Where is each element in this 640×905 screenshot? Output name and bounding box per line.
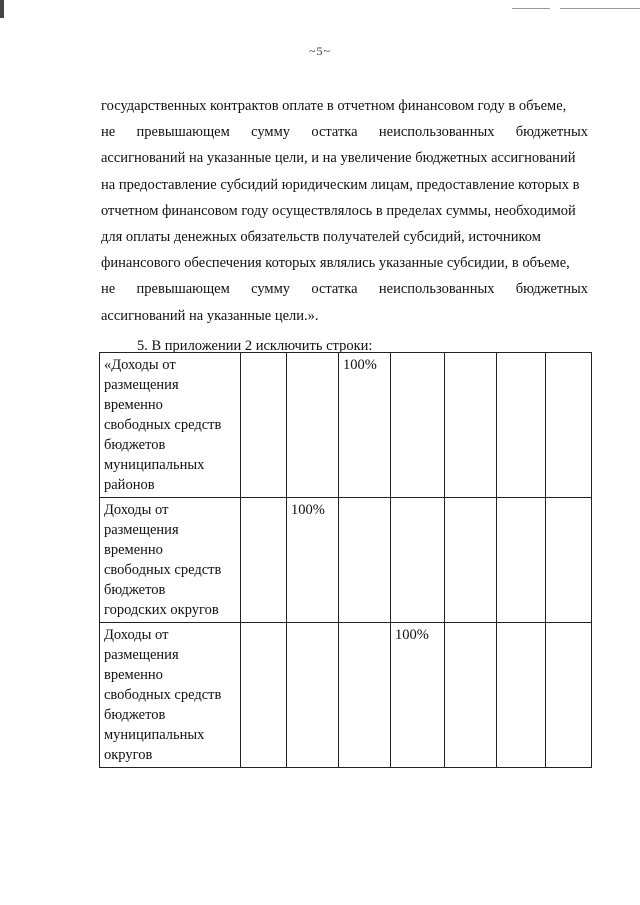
scan-line-mark — [560, 8, 640, 9]
label-line: муниципальных — [104, 727, 205, 743]
table-cell: 100% — [287, 498, 339, 623]
instruction-line: 5. В приложении 2 исключить строки: — [137, 337, 373, 354]
table-cell — [339, 498, 391, 623]
scan-edge-mark — [0, 0, 4, 18]
table-cell — [339, 623, 391, 768]
table-cell — [546, 498, 592, 623]
paragraph-line: отчетном финансовом году осуществлялось в пределах суммы, необходимой — [101, 202, 576, 219]
word: превышающем — [136, 124, 230, 141]
table-cell: 100% — [391, 623, 445, 768]
label-line: Доходы от — [104, 502, 169, 518]
paragraph-line: финансового обеспечения которых являлись указанные субсидии, в объеме, — [101, 255, 570, 272]
table-row — [100, 498, 592, 623]
paragraph-line: для оплаты денежных обязательств получателей субсидий, источником — [101, 229, 541, 246]
table-cell — [445, 498, 497, 623]
word: превышающем — [136, 281, 230, 298]
table-cell — [287, 353, 339, 498]
word: не — [101, 281, 116, 298]
paragraph — [101, 93, 588, 359]
row-label-cell — [100, 353, 241, 498]
word: остатка — [311, 281, 358, 298]
word: не — [101, 124, 116, 141]
word: бюджетных — [515, 281, 588, 298]
table-cell — [546, 623, 592, 768]
word: остатка — [311, 124, 358, 141]
label-line: «Доходы от — [104, 357, 176, 373]
page-number: ~5~ — [309, 44, 331, 58]
word: сумму — [251, 124, 291, 141]
paragraph-line: ассигнований на указанные цели.». — [101, 307, 319, 324]
table-cell — [546, 353, 592, 498]
row-label-cell — [100, 623, 241, 768]
paragraph-line-justified — [101, 119, 588, 145]
word: неиспользованных — [378, 281, 495, 298]
label-line: временно — [104, 667, 163, 683]
table-cell — [497, 498, 546, 623]
label-line: городских округов — [104, 602, 219, 618]
label-line: размещения — [104, 647, 179, 663]
label-line: свободных средств — [104, 417, 222, 433]
table-cell — [287, 623, 339, 768]
table-cell: 100% — [339, 353, 391, 498]
paragraph-line-justified — [101, 276, 588, 302]
table-cell — [445, 353, 497, 498]
table-cell — [241, 353, 287, 498]
paragraph-line: государственных контрактов оплате в отчетном финансовом году в объеме, — [101, 98, 567, 114]
label-line: размещения — [104, 522, 179, 538]
label-line: бюджетов — [104, 582, 166, 598]
table-cell — [445, 623, 497, 768]
word: неиспользованных — [378, 124, 495, 141]
table-row — [100, 623, 592, 768]
label-line: свободных средств — [104, 687, 222, 703]
word: бюджетных — [515, 124, 588, 141]
table-cell — [241, 623, 287, 768]
label-line: бюджетов — [104, 437, 166, 453]
label-line: размещения — [104, 377, 179, 393]
paragraph-line: на предоставление субсидий юридическим лицам, предоставление которых в — [101, 176, 580, 193]
table-cell — [497, 623, 546, 768]
label-line: временно — [104, 397, 163, 413]
label-line: свободных средств — [104, 562, 222, 578]
table-cell — [241, 498, 287, 623]
label-line: районов — [104, 477, 155, 493]
label-line: округов — [104, 747, 153, 763]
table-cell — [391, 353, 445, 498]
label-line: муниципальных — [104, 457, 205, 473]
label-line: Доходы от — [104, 627, 169, 643]
table-cell — [391, 498, 445, 623]
label-line: временно — [104, 542, 163, 558]
word: сумму — [251, 281, 291, 298]
scan-line-mark — [512, 8, 550, 9]
label-line: бюджетов — [104, 707, 166, 723]
excluded-rows-table — [99, 352, 592, 768]
row-label-cell — [100, 498, 241, 623]
table-cell — [497, 353, 546, 498]
paragraph-line: ассигнований на указанные цели, и на увеличение бюджетных ассигнований — [101, 150, 576, 167]
table-row — [100, 353, 592, 498]
